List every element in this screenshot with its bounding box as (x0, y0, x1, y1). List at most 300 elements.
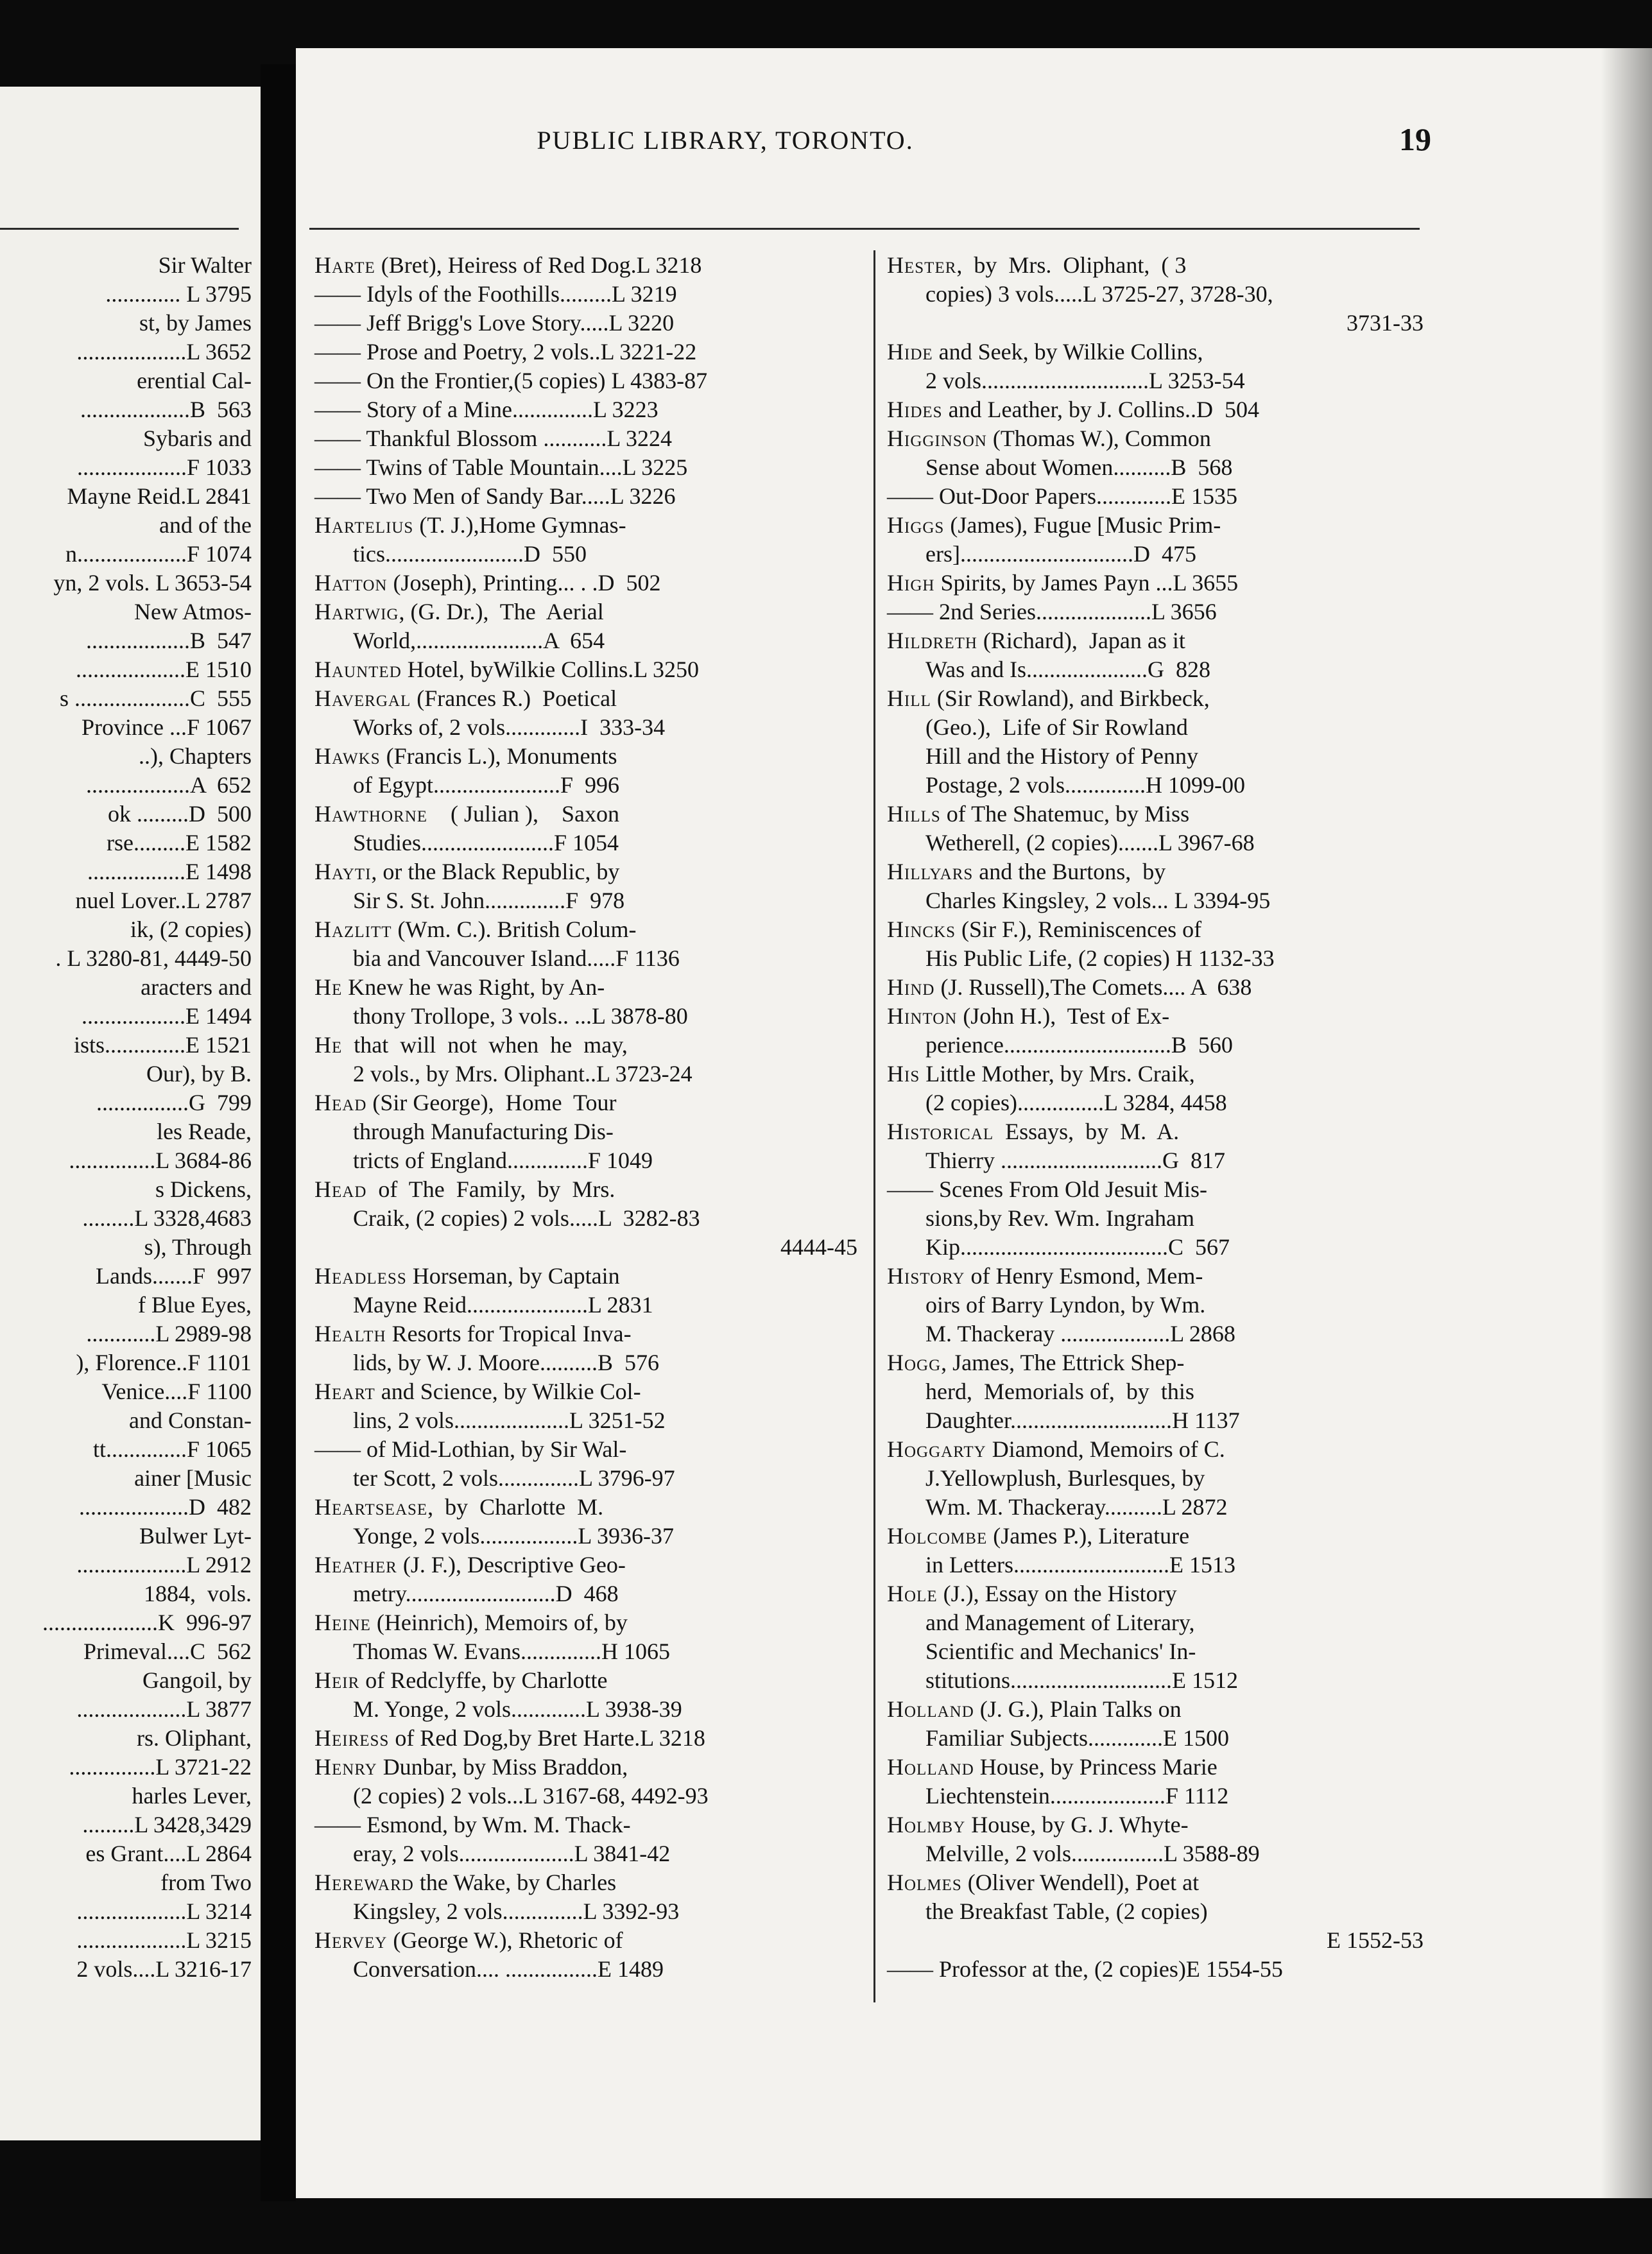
catalogue-entry-line: s Dickens, (155, 1176, 252, 1202)
catalogue-column-2 (887, 251, 1424, 1984)
catalogue-entry-line (887, 1088, 1424, 1117)
catalogue-entry-line (887, 395, 1424, 424)
catalogue-entry-line: . L 3280-81, 4449-50 (55, 945, 252, 971)
entry-text: Sir S. St. John..............F 978 (353, 888, 625, 913)
catalogue-entry-line (887, 1522, 1424, 1551)
catalogue-entry-line: aracters and (141, 974, 252, 1000)
catalogue-entry-line (314, 251, 857, 280)
entry-text: Wetherell, (2 copies).......L 3967-68 (925, 830, 1255, 856)
catalogue-entry-line (314, 280, 857, 309)
catalogue-entry-line (887, 1608, 1424, 1637)
catalogue-entry-line (314, 1262, 857, 1291)
entry-heading: Hide (887, 339, 933, 365)
entry-text: sions,by Rev. Wm. Ingraham (925, 1205, 1194, 1231)
entry-heading: Hazlitt (314, 916, 392, 942)
catalogue-entry-line (887, 1868, 1424, 1897)
catalogue-entry-line: ..................A 652 (85, 772, 252, 798)
running-head: PUBLIC LIBRARY, TORONTO. (537, 126, 914, 155)
catalogue-entry-line (314, 1377, 857, 1406)
catalogue-entry-line (314, 1031, 857, 1060)
entry-heading: Haunted (314, 657, 402, 682)
catalogue-entry-line (314, 1551, 857, 1579)
entry-heading: Hereward (314, 1870, 414, 1895)
entry-text: metry..........................D 468 (353, 1581, 619, 1606)
catalogue-entry-line (314, 800, 857, 829)
catalogue-entry-line (314, 1464, 857, 1493)
catalogue-entry-line: ...................F 1033 (76, 454, 252, 480)
catalogue-entry-line (314, 1204, 857, 1233)
catalogue-entry-line (314, 1868, 857, 1897)
catalogue-entry-line: es Grant....L 2864 (85, 1841, 252, 1866)
entry-heading: High (887, 570, 935, 596)
catalogue-entry-line (314, 857, 857, 886)
catalogue-entry-line (887, 453, 1424, 482)
catalogue-entry-line (887, 1031, 1424, 1060)
entry-heading: Hogg (887, 1350, 942, 1375)
catalogue-entry-line: .........L 3328,4683 (82, 1205, 252, 1231)
entry-text: Kingsley, 2 vols..............L 3392-93 (353, 1898, 680, 1924)
catalogue-entry-line (314, 424, 857, 453)
entry-text: ter Scott, 2 vols..............L 3796-97 (353, 1465, 675, 1491)
entry-heading: Heine (314, 1610, 371, 1635)
entry-heading: Henry (314, 1754, 377, 1780)
catalogue-entry-line (314, 453, 857, 482)
catalogue-entry-line: Sybaris and (143, 426, 252, 451)
catalogue-entry-line: ..................B 547 (85, 628, 252, 653)
catalogue-entry-line: New Atmos- (134, 599, 252, 624)
entry-text: —— Story of a Mine..............L 3223 (314, 397, 658, 422)
catalogue-entry-line (314, 1146, 857, 1175)
entry-heading: Heiress (314, 1725, 390, 1751)
entry-text: Diamond, Memoirs of C. (986, 1436, 1225, 1462)
catalogue-entry-line: rse.........E 1582 (107, 830, 252, 856)
entry-text: (Joseph), Printing... . .D 502 (387, 570, 661, 596)
catalogue-entry-line: ik, (2 copies) (130, 916, 252, 942)
entry-text: (Richard), Japan as it (977, 628, 1185, 653)
catalogue-entry-line (314, 973, 857, 1002)
catalogue-entry-line: Our), by B. (146, 1061, 252, 1087)
catalogue-entry-line (887, 1233, 1424, 1262)
catalogue-entry-line (887, 309, 1424, 338)
entry-text: M. Yonge, 2 vols.............L 3938-39 (353, 1696, 682, 1722)
entry-heading: Hinton (887, 1003, 958, 1029)
catalogue-entry-line (314, 1493, 857, 1522)
catalogue-entry-line (887, 1666, 1424, 1695)
catalogue-entry-line: rs. Oliphant, (137, 1725, 252, 1751)
catalogue-entry-line (887, 366, 1424, 395)
entry-heading: Heir (314, 1667, 360, 1693)
entry-text: ( Julian ), Saxon (427, 801, 619, 827)
entry-text: of Henry Esmond, Mem- (965, 1263, 1203, 1289)
entry-text: —— Prose and Poetry, 2 vols..L 3221-22 (314, 339, 697, 365)
entry-heading: Hillyars (887, 859, 974, 884)
catalogue-entry-line (314, 1522, 857, 1551)
entry-text: the Breakfast Table, (2 copies) (925, 1898, 1208, 1924)
catalogue-entry-line (314, 598, 857, 626)
entry-text: ers]..............................D 475 (925, 541, 1196, 567)
catalogue-entry-line (314, 1897, 857, 1926)
catalogue-entry-line (887, 280, 1424, 309)
catalogue-entry-line (887, 857, 1424, 886)
entry-heading: Historical (887, 1119, 994, 1144)
catalogue-entry-line: st, by James (139, 310, 252, 336)
entry-text: Hotel, byWilkie Collins.L 3250 (401, 657, 699, 682)
entry-text: through Manufacturing Dis- (353, 1119, 614, 1144)
catalogue-entry-line (887, 1782, 1424, 1811)
entry-text: —— Two Men of Sandy Bar.....L 3226 (314, 483, 676, 509)
catalogue-entry-line (314, 1175, 857, 1204)
entry-text: Charles Kingsley, 2 vols... L 3394-95 (925, 888, 1271, 913)
entry-text: (John H.), Test of Ex- (957, 1003, 1170, 1029)
entry-text: (Geo.), Life of Sir Rowland (925, 714, 1188, 740)
entry-text: (Sir F.), Reminiscences of (956, 916, 1202, 942)
entry-heading: Hincks (887, 916, 956, 942)
entry-text: copies) 3 vols.....L 3725-27, 3728-30, (925, 281, 1273, 307)
catalogue-entry-line: Gangoil, by (142, 1667, 252, 1693)
catalogue-entry-line (887, 1551, 1424, 1579)
entry-text: Resorts for Tropical Inva- (386, 1321, 632, 1346)
catalogue-entry-line (887, 1955, 1424, 1984)
catalogue-entry-line (887, 1464, 1424, 1493)
entry-text: Melville, 2 vols................L 3588-89 (925, 1841, 1260, 1866)
entry-text: Craik, (2 copies) 2 vols.....L 3282-83 (353, 1205, 700, 1231)
entry-text: (Oliver Wendell), Poet at (961, 1870, 1200, 1895)
catalogue-entry-line: nuel Lover..L 2787 (75, 888, 252, 913)
entry-text: 4444-45 (780, 1234, 857, 1260)
catalogue-entry-line: ...................L 3877 (76, 1696, 252, 1722)
catalogue-entry-line (314, 1320, 857, 1348)
catalogue-entry-line (887, 540, 1424, 569)
catalogue-entry-line (314, 771, 857, 800)
entry-text: —— Twins of Table Mountain....L 3225 (314, 454, 688, 480)
entry-text: thony Trollope, 3 vols.. ...L 3878-80 (353, 1003, 688, 1029)
entry-text: of Red Dog,by Bret Harte.L 3218 (389, 1725, 705, 1751)
catalogue-entry-line (887, 1175, 1424, 1204)
entry-text: that will not when he may, (342, 1032, 628, 1058)
catalogue-entry-line: f Blue Eyes, (138, 1292, 252, 1318)
catalogue-entry-line: ...................L 3214 (76, 1898, 252, 1924)
catalogue-entry-line (887, 1435, 1424, 1464)
entry-text: (Frances R.) Poetical (411, 685, 617, 711)
entry-text: in Letters...........................E 1513 (925, 1552, 1235, 1578)
catalogue-entry-line (887, 569, 1424, 598)
catalogue-entry-line (314, 684, 857, 713)
entry-text: and Science, by Wilkie Col- (375, 1379, 641, 1404)
entry-heading: He (314, 974, 343, 1000)
catalogue-entry-line (887, 1579, 1424, 1608)
catalogue-entry-line (887, 973, 1424, 1002)
catalogue-entry-line: ...............L 3684-86 (69, 1148, 252, 1173)
entry-text: tics........................D 550 (353, 541, 587, 567)
catalogue-entry-line: and of the (159, 512, 252, 538)
catalogue-entry-line (314, 1608, 857, 1637)
entry-text: (Thomas W.), Common (986, 426, 1211, 451)
entry-text: tricts of England..............F 1049 (353, 1148, 653, 1173)
catalogue-entry-line (314, 915, 857, 944)
entry-heading: Heartsease (314, 1494, 428, 1520)
catalogue-entry-line: Lands.......F 997 (96, 1263, 252, 1289)
entry-text: the Wake, by Charles (413, 1870, 617, 1895)
entry-text: Horseman, by Captain (406, 1263, 620, 1289)
entry-text: (J. G.), Plain Talks on (974, 1696, 1182, 1722)
catalogue-entry-line (314, 1233, 857, 1262)
catalogue-entry-line (887, 1724, 1424, 1753)
catalogue-entry-line (887, 713, 1424, 742)
entry-heading: His (887, 1061, 920, 1087)
entry-text: Conversation.... ................E 1489 (353, 1956, 664, 1982)
catalogue-entry-line (887, 251, 1424, 280)
catalogue-entry-line: ................G 799 (96, 1090, 252, 1115)
entry-text: Kip....................................C 567 (925, 1234, 1230, 1260)
catalogue-entry-line (887, 338, 1424, 366)
catalogue-entry-line: s ....................C 555 (59, 685, 252, 711)
entry-text: , James, The Ettrick Shep- (941, 1350, 1185, 1375)
catalogue-entry-line (314, 1926, 857, 1955)
entry-heading: Head (314, 1176, 367, 1202)
catalogue-entry-line (887, 1493, 1424, 1522)
catalogue-entry-line (314, 309, 857, 338)
entry-text: , (G. Dr.), The Aerial (399, 599, 604, 624)
entry-heading: Hatton (314, 570, 388, 596)
catalogue-entry-line (887, 1926, 1424, 1955)
entry-text: lins, 2 vols....................L 3251-52 (353, 1407, 666, 1433)
catalogue-entry-line: and Constan- (129, 1407, 252, 1433)
entry-heading: Harte (314, 252, 375, 278)
entry-text: oirs of Barry Lyndon, by Wm. (925, 1292, 1206, 1318)
catalogue-entry-line (314, 1117, 857, 1146)
entry-heading: Heather (314, 1552, 397, 1578)
catalogue-entry-line: ............. L 3795 (105, 281, 252, 307)
catalogue-entry-line (887, 1320, 1424, 1348)
catalogue-entry-line: ............L 2989-98 (86, 1321, 252, 1346)
entry-heading: Hoggarty (887, 1436, 986, 1462)
catalogue-entry-line (887, 626, 1424, 655)
catalogue-entry-line (887, 1637, 1424, 1666)
entry-heading: Hester (887, 252, 957, 278)
catalogue-entry-line: s), Through (144, 1234, 252, 1260)
catalogue-entry-line: ...................L 3652 (76, 339, 252, 365)
entry-text: (Sir George), Home Tour (366, 1090, 617, 1115)
column-divider (873, 250, 875, 2002)
catalogue-entry-line (314, 1002, 857, 1031)
catalogue-entry-line: Mayne Reid.L 2841 (67, 483, 252, 509)
catalogue-entry-line (314, 540, 857, 569)
catalogue-entry-line: ainer [Music (134, 1465, 252, 1491)
catalogue-entry-line (314, 569, 857, 598)
catalogue-entry-line (314, 1753, 857, 1782)
catalogue-entry-line: .........L 3428,3429 (82, 1812, 252, 1837)
entry-text: , by Mrs. Oliphant, ( 3 (956, 252, 1187, 278)
entry-heading: Hill (887, 685, 931, 711)
catalogue-entry-line (314, 395, 857, 424)
catalogue-entry-line (314, 713, 857, 742)
catalogue-entry-line (314, 1695, 857, 1724)
catalogue-entry-line (887, 684, 1424, 713)
entry-text: and Management of Literary, (925, 1610, 1195, 1635)
catalogue-entry-line (887, 1811, 1424, 1839)
entry-text: —— Jeff Brigg's Love Story.....L 3220 (314, 310, 675, 336)
catalogue-entry-line (314, 829, 857, 857)
header-rule (309, 228, 1420, 230)
entry-heading: History (887, 1263, 965, 1289)
entry-text: (2 copies)...............L 3284, 4458 (925, 1090, 1227, 1115)
entry-heading: Hartwig (314, 599, 399, 624)
catalogue-entry-line (887, 829, 1424, 857)
catalogue-entry-line: ...............L 3721-22 (69, 1754, 252, 1780)
catalogue-entry-line (887, 424, 1424, 453)
catalogue-entry-line (314, 1088, 857, 1117)
entry-text: (J. F.), Descriptive Geo- (397, 1552, 626, 1578)
left-page-header-rule (0, 228, 239, 230)
catalogue-entry-line (887, 1753, 1424, 1782)
entry-heading: Holmes (887, 1870, 962, 1895)
entry-text: and Seek, by Wilkie Collins, (933, 339, 1203, 365)
book-gutter (261, 64, 296, 2201)
entry-text: Daughter............................H 1137 (925, 1407, 1240, 1433)
catalogue-entry-line (887, 1002, 1424, 1031)
catalogue-entry-line (887, 742, 1424, 771)
entry-text: Mayne Reid.....................L 2831 (353, 1292, 653, 1318)
catalogue-entry-line (314, 1637, 857, 1666)
entry-text: E 1552-53 (1327, 1927, 1424, 1953)
entry-heading: Higginson (887, 426, 987, 451)
entry-text: Sense about Women..........B 568 (925, 454, 1233, 480)
entry-text: , by Charlotte M. (427, 1494, 604, 1520)
entry-text: —— 2nd Series....................L 3656 (887, 599, 1217, 624)
entry-text: herd, Memorials of, by this (925, 1379, 1194, 1404)
catalogue-entry-line: ists..............E 1521 (73, 1032, 252, 1058)
catalogue-entry-line (314, 886, 857, 915)
entry-heading: Higgs (887, 512, 945, 538)
catalogue-entry-line: Sir Walter (158, 252, 252, 278)
entry-text: (Bret), Heiress of Red Dog.L 3218 (375, 252, 702, 278)
catalogue-entry-line (314, 1782, 857, 1811)
entry-text: eray, 2 vols....................L 3841-42 (353, 1841, 671, 1866)
entry-text: Liechtenstein....................F 1112 (925, 1783, 1229, 1809)
entry-text: (George W.), Rhetoric of (387, 1927, 623, 1953)
entry-text: House, by Princess Marie (974, 1754, 1217, 1780)
catalogue-entry-line: ..), Chapters (139, 743, 252, 769)
catalogue-entry-line (887, 1146, 1424, 1175)
entry-text: —— Idyls of the Foothills.........L 3219 (314, 281, 677, 307)
catalogue-entry-line: ..................E 1494 (82, 1003, 252, 1029)
catalogue-entry-line: from Two (160, 1870, 252, 1895)
catalogue-entry-line: ....................K 996-97 (42, 1610, 252, 1635)
entry-text: J.Yellowplush, Burlesques, by (925, 1465, 1205, 1491)
entry-heading: Hole (887, 1581, 938, 1606)
entry-heading: Heart (314, 1379, 375, 1404)
catalogue-entry-line: erential Cal- (137, 368, 252, 393)
entry-text: Essays, by M. A. (994, 1119, 1180, 1144)
catalogue-entry-line: ), Florence..F 1101 (76, 1350, 252, 1375)
catalogue-entry-line (887, 1060, 1424, 1088)
entry-text: , or the Black Republic, by (371, 859, 620, 884)
entry-heading: Havergal (314, 685, 411, 711)
catalogue-entry-line (887, 1897, 1424, 1926)
entry-text: Thomas W. Evans..............H 1065 (353, 1639, 670, 1664)
catalogue-entry-line (887, 598, 1424, 626)
catalogue-entry-line: les Reade, (157, 1119, 252, 1144)
catalogue-entry-line: ...................B 563 (80, 397, 252, 422)
entry-text: perience.............................B 560 (925, 1032, 1233, 1058)
catalogue-entry-line (887, 1348, 1424, 1377)
catalogue-entry-line (314, 1060, 857, 1088)
catalogue-entry-line (887, 1406, 1424, 1435)
entry-text: (2 copies) 2 vols...L 3167-68, 4492-93 (353, 1783, 709, 1809)
catalogue-entry-line (887, 482, 1424, 511)
catalogue-entry-line (314, 742, 857, 771)
entry-text: Postage, 2 vols..............H 1099-00 (925, 772, 1245, 798)
entry-text: Spirits, by James Payn ...L 3655 (934, 570, 1239, 596)
catalogue-entry-line (314, 366, 857, 395)
entry-heading: Hides (887, 397, 943, 422)
catalogue-entry-line: n...................F 1074 (65, 541, 252, 567)
entry-text: bia and Vancouver Island.....F 1136 (353, 945, 680, 971)
entry-heading: Holmby (887, 1812, 966, 1837)
catalogue-entry-line: ...................D 482 (79, 1494, 252, 1520)
catalogue-entry-line (314, 1666, 857, 1695)
catalogue-entry-line (314, 1435, 857, 1464)
catalogue-entry-line (314, 1724, 857, 1753)
entry-text: 3731-33 (1347, 310, 1424, 336)
entry-text: Works of, 2 vols.............I 333-34 (353, 714, 666, 740)
entry-text: (James), Fugue [Music Prim- (944, 512, 1221, 538)
left-page-column (0, 251, 252, 1984)
entry-text: M. Thackeray ...................L 2868 (925, 1321, 1235, 1346)
catalogue-entry-line (887, 800, 1424, 829)
catalogue-entry-line (887, 1262, 1424, 1291)
entry-text: (J.), Essay on the History (937, 1581, 1177, 1606)
entry-text: Wm. M. Thackeray..........L 2872 (925, 1494, 1228, 1520)
entry-heading: Hawthorne (314, 801, 428, 827)
entry-text: House, by G. J. Whyte- (965, 1812, 1189, 1837)
entry-text: Scientific and Mechanics' In- (925, 1639, 1196, 1664)
entry-text: —— Professor at the, (2 copies)E 1554-55 (887, 1956, 1283, 1982)
entry-text: Was and Is.....................G 828 (925, 657, 1211, 682)
catalogue-entry-line (887, 915, 1424, 944)
entry-text: (Heinrich), Memoirs of, by (370, 1610, 628, 1635)
entry-heading: Headless (314, 1263, 407, 1289)
catalogue-entry-line: 1884, vols. (143, 1581, 252, 1606)
catalogue-entry-line (887, 771, 1424, 800)
catalogue-entry-line: ...................E 1510 (76, 657, 252, 682)
entry-text: (Sir Rowland), and Birkbeck, (931, 685, 1210, 711)
catalogue-entry-line (314, 1291, 857, 1320)
catalogue-entry-line (314, 482, 857, 511)
entry-text: lids, by W. J. Moore..........B 576 (353, 1350, 660, 1375)
catalogue-entry-line (314, 626, 857, 655)
entry-heading: He (314, 1032, 343, 1058)
catalogue-entry-line: Venice....F 1100 (101, 1379, 252, 1404)
entry-heading: Hills (887, 801, 941, 827)
entry-text: (J. Russell),The Comets.... A 638 (934, 974, 1252, 1000)
catalogue-entry-line (314, 1955, 857, 1984)
catalogue-entry-line: 2 vols....L 3216-17 (76, 1956, 252, 1982)
catalogue-entry-line (887, 1695, 1424, 1724)
catalogue-entry-line (887, 1839, 1424, 1868)
catalogue-entry-line: harles Lever, (132, 1783, 252, 1809)
catalogue-entry-line (887, 655, 1424, 684)
entry-text: 2 vols., by Mrs. Oliphant..L 3723-24 (353, 1061, 693, 1087)
catalogue-entry-line (887, 886, 1424, 915)
catalogue-entry-line: ...................L 2912 (76, 1552, 252, 1578)
catalogue-entry-line (314, 1406, 857, 1435)
entry-text: (T. J.),Home Gymnas- (413, 512, 626, 538)
entry-heading: Hind (887, 974, 935, 1000)
entry-text: of The Family, by Mrs. (366, 1176, 615, 1202)
catalogue-entry-line (887, 944, 1424, 973)
entry-heading: Holland (887, 1696, 974, 1722)
